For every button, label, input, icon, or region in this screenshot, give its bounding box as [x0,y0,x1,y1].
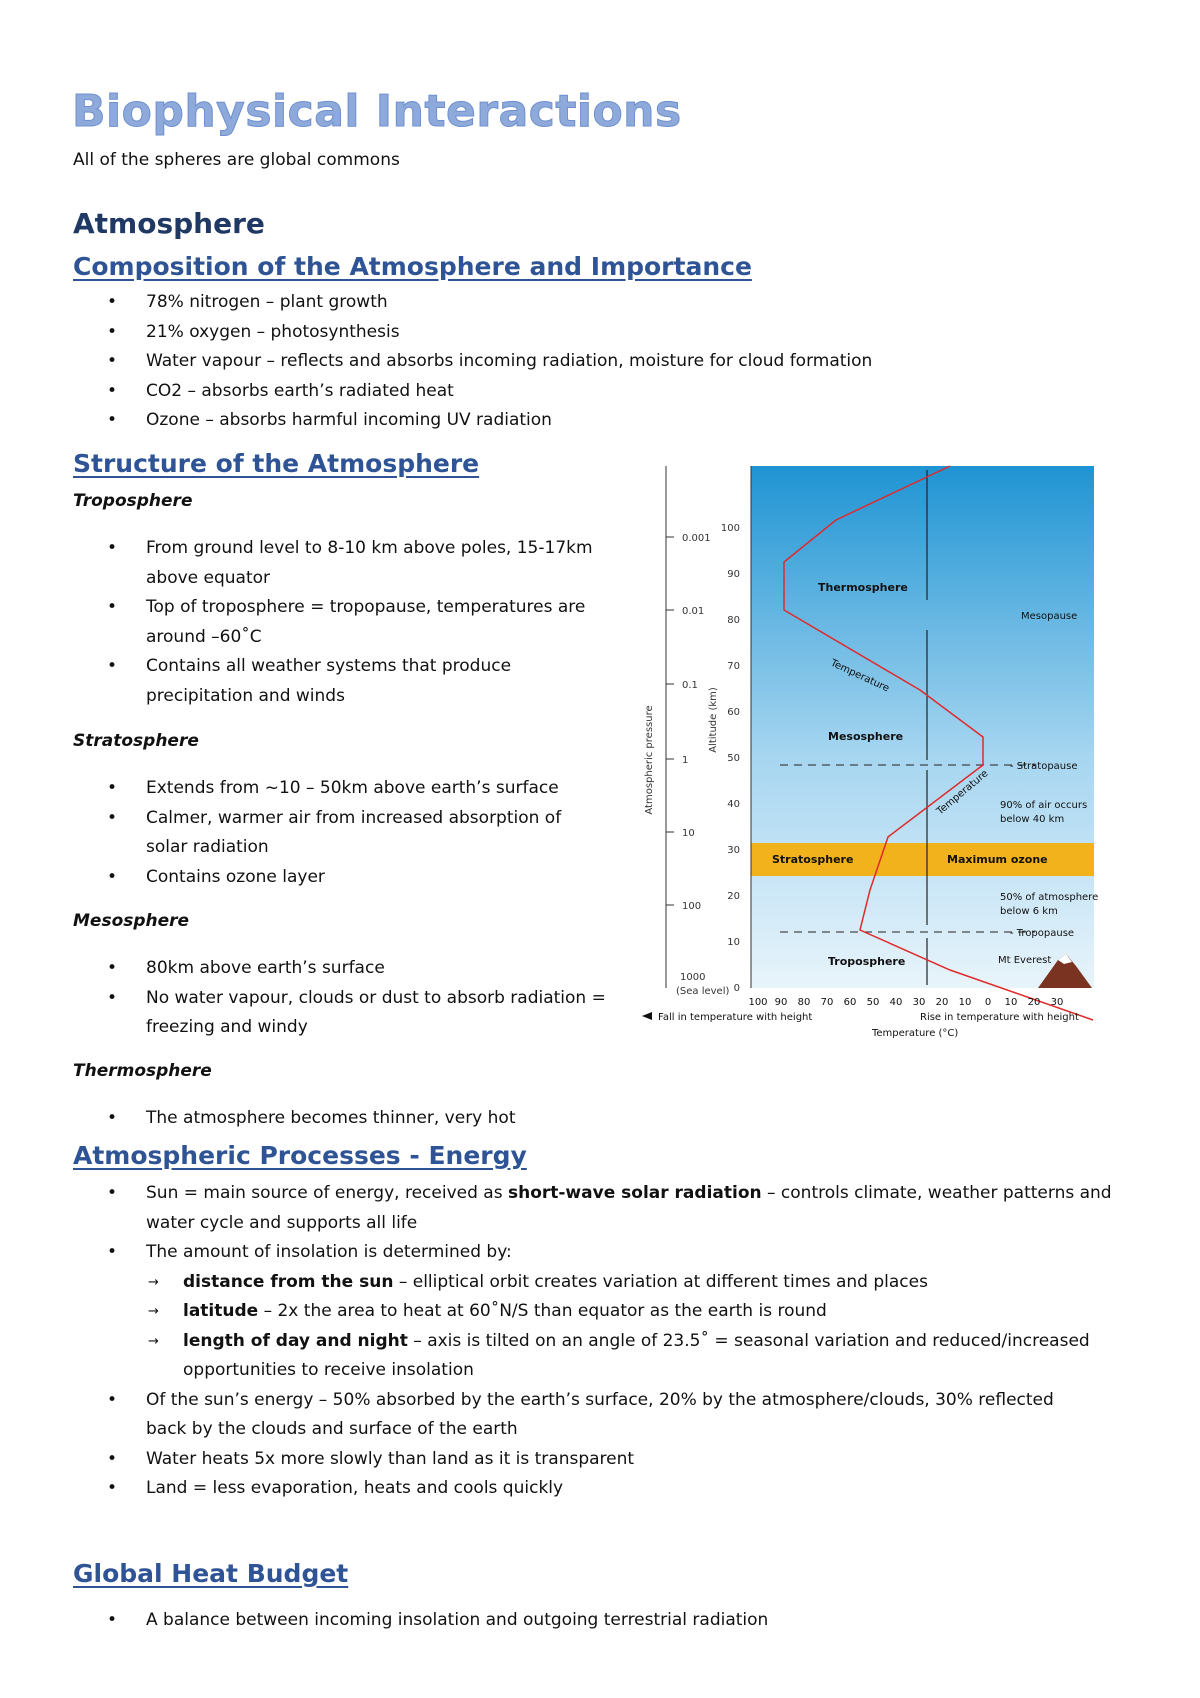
altitude-ticks [721,523,740,994]
temperature-axis-label: Temperature (°C) [872,1028,959,1039]
heat-budget-list [73,1606,768,1636]
thermosphere-layer-label: Thermosphere [818,581,908,594]
list-item: • 80km above earth’s surface [73,954,606,984]
maximum-ozone-label: Maximum ozone [947,853,1048,866]
list-item: • The amount of insolation is determined by: [73,1238,1112,1268]
tick-label: 0.001 [682,533,711,544]
svg-text:100: 100 [720,523,740,534]
list-item-continuation: solar radiation [146,837,269,857]
insolation-factors-list [146,1268,1112,1386]
stratopause-label: - Stratopause [1010,761,1078,772]
list-item: • Contains ozone layer [73,863,561,893]
list-item: • No water vapour, clouds or dust to absorb radiation = [73,984,606,1014]
atmosphere-structure-figure [640,460,1120,1040]
composition-list [73,288,872,436]
document-title: Biophysical Interactions [72,86,682,137]
list-item: • From ground level to 8-10 km above poles, 15-17km [73,534,593,564]
sub-list-container [73,1268,1112,1386]
svg-text:90: 90 [727,569,740,580]
svg-text:60: 60 [843,997,857,1008]
composition-heading: Composition of the Atmosphere and Importance [73,252,752,281]
svg-text:50: 50 [866,997,880,1008]
svg-text:40: 40 [889,997,903,1008]
svg-text:50: 50 [727,753,740,764]
list-item: • The atmosphere becomes thinner, very hot [73,1104,515,1134]
list-item: • Contains all weather systems that produce [73,652,593,682]
tick-label: 0.1 [682,680,698,691]
tick-label: 10 [682,828,695,839]
energy-list [73,1179,1112,1504]
list-item: • CO2 – absorbs earth’s radiated heat [73,377,872,407]
tick-label: 0.01 [682,606,705,617]
everest-label: Mt Everest [998,955,1052,966]
list-item: • Ozone – absorbs harmful incoming UV radiation [73,406,872,436]
heat-budget-heading: Global Heat Budget [73,1559,349,1588]
svg-text:20: 20 [935,997,949,1008]
list-item-continuation: precipitation and winds [146,685,345,706]
sub-list-item: → length of day and night – axis is tilted on an angle of 23.5˚ = seasonal variation and reduced/increased [146,1327,1112,1357]
temperature-ticks [748,997,1063,1008]
list-item: • Water vapour – reflects and absorbs incoming radiation, moisture for cloud formation [73,347,872,377]
fall-arrow-icon [642,1012,652,1020]
tick-label: 1000 [680,972,706,983]
list-item-continuation: above equator [146,567,271,588]
svg-text:20: 20 [1027,997,1041,1008]
tick-label: (Sea level) [676,986,730,997]
list-item: • 78% nitrogen – plant growth [73,288,872,318]
svg-text:90: 90 [774,997,788,1008]
mesopause-label: Mesopause [1021,611,1078,622]
list-item: • A balance between incoming insolation and outgoing terrestrial radiation [73,1606,768,1636]
temperature-curve-label-upper: Temperature [828,657,891,695]
rise-in-temperature-label: Rise in temperature with height [920,1012,1079,1023]
svg-text:100: 100 [748,997,768,1008]
svg-text:80: 80 [797,997,811,1008]
svg-text:80: 80 [727,615,740,626]
troposphere-layer-label: Troposphere [828,955,906,968]
sub-list-item: → distance from the sun – elliptical orbit creates variation at different times and places [146,1268,1112,1298]
stratosphere-label: Stratosphere [73,731,199,751]
note-50-line2: below 6 km [1000,906,1058,917]
mesosphere-label: Mesosphere [73,911,190,931]
stratosphere-layer-label: Stratosphere [772,853,854,866]
altitude-axis-label: Altitude (km) [708,687,719,753]
sub-list-item: → latitude – 2x the area to heat at 60˚N/S than equator as the earth is round [146,1297,1112,1327]
pressure-ticks [666,533,729,997]
list-item-continuation: water cycle and supports all life [146,1212,418,1233]
svg-text:10: 10 [958,997,972,1008]
svg-text:0: 0 [984,997,992,1008]
svg-text:60: 60 [727,707,740,718]
troposphere-label: Troposphere [73,491,193,511]
pressure-axis-label: Atmospheric pressure [644,705,655,815]
structure-heading: Structure of the Atmosphere [73,449,480,478]
svg-text:70: 70 [820,997,834,1008]
list-item: • 21% oxygen – photosynthesis [73,318,872,348]
svg-text:30: 30 [912,997,926,1008]
list-item-continuation: back by the clouds and surface of the earth [146,1419,518,1439]
list-item: • Top of troposphere = tropopause, temperatures are [73,593,593,623]
mesosphere-layer-label: Mesosphere [828,730,904,743]
svg-text:0: 0 [733,983,740,994]
svg-text:30: 30 [1050,997,1064,1008]
list-item: • Land = less evaporation, heats and cools quickly [73,1474,1112,1504]
svg-text:20: 20 [727,891,740,902]
list-item: • Extends from ~10 – 50km above earth’s surface [73,774,561,804]
document-subtitle: All of the spheres are global commons [73,150,400,170]
list-item: • Of the sun’s energy – 50% absorbed by the earth’s surface, 20% by the atmosphere/clouds, 30% reflected [73,1386,1112,1416]
tropopause-label: - Tropopause [1010,928,1075,939]
svg-text:70: 70 [727,661,740,672]
energy-heading: Atmospheric Processes - Energy [73,1141,527,1170]
svg-text:10: 10 [727,937,740,948]
tick-label: 1 [682,755,689,766]
tick-label: 100 [682,901,702,912]
svg-text:40: 40 [727,799,740,810]
note-50-line1: 50% of atmosphere [1000,892,1099,903]
list-item: • Water heats 5x more slowly than land as it is transparent [73,1445,1112,1475]
list-item-continuation: around –60˚C [146,626,262,647]
thermosphere-list [73,1104,515,1134]
stratosphere-list [73,774,561,892]
list-item-continuation: freezing and windy [146,1017,308,1037]
mesosphere-list [73,954,606,1043]
atmosphere-heading: Atmosphere [73,207,265,240]
note-90-line2: below 40 km [1000,814,1065,825]
thermosphere-label: Thermosphere [73,1061,212,1081]
troposphere-list [73,534,593,711]
svg-text:30: 30 [727,845,740,856]
svg-text:10: 10 [1004,997,1018,1008]
temperature-curve-label-lower: Temperature [934,768,991,818]
sub-list-item-continuation: opportunities to receive insolation [183,1360,474,1380]
list-item: • Calmer, warmer air from increased absorption of [73,804,561,834]
note-90-line1: 90% of air occurs [1000,800,1088,811]
fall-in-temperature-label: Fall in temperature with height [658,1012,813,1023]
list-item: • Sun = main source of energy, received as short-wave solar radiation – controls climate, weather patterns and [73,1179,1112,1209]
